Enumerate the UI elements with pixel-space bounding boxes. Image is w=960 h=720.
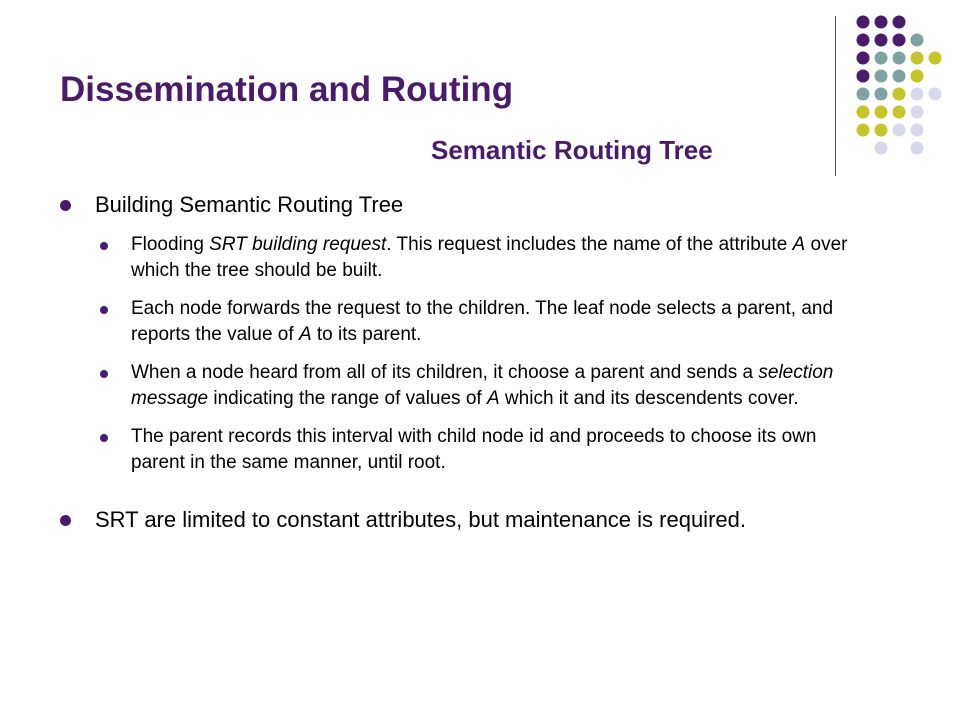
dot	[875, 142, 888, 155]
dot	[857, 106, 870, 119]
dot-row-5	[857, 88, 942, 101]
sub-bullet-dot	[100, 370, 108, 378]
bullet-text-part: to its parent.	[311, 324, 422, 345]
bullet-text-emphasis: A	[298, 324, 312, 345]
dot	[857, 34, 870, 47]
dot	[893, 16, 906, 29]
dot	[911, 142, 924, 155]
bullet-text-part: over which the tree should be built.	[131, 234, 848, 281]
slide-content	[60, 189, 860, 535]
dot	[893, 70, 906, 83]
dot	[875, 16, 888, 29]
bullet-text: SRT are limited to constant attributes, but maintenance is required.	[95, 507, 746, 532]
sub-bullet-flooding	[60, 232, 860, 284]
title-divider-line	[835, 16, 836, 176]
dot	[911, 70, 924, 83]
dot	[911, 34, 924, 47]
dot-row-2	[857, 34, 924, 47]
bullet-building-srt	[60, 189, 860, 220]
bullet-dot	[60, 515, 71, 526]
bullet-text-part: . This request includes the name of the attribute	[386, 234, 793, 255]
sub-bullet-dot	[100, 242, 108, 250]
dot	[929, 52, 942, 65]
dot	[875, 106, 888, 119]
bullet-text-part: Each node forwards the request to the children. The leaf node selects a parent, and reports the value of	[131, 298, 834, 345]
bullet-text-emphasis: SRT building request	[209, 234, 387, 255]
sub-bullet-dot	[100, 434, 108, 442]
slide-subtitle: Semantic Routing Tree	[431, 135, 713, 165]
dot	[893, 106, 906, 119]
bullet-text-emphasis: A	[486, 388, 500, 409]
dot	[857, 124, 870, 137]
dot	[893, 34, 906, 47]
dot	[875, 34, 888, 47]
bullet-text-emphasis: A	[792, 234, 806, 255]
dot-row-4	[857, 70, 924, 83]
dot	[911, 124, 924, 137]
dot	[875, 124, 888, 137]
dot-row-8	[875, 142, 924, 155]
dot	[875, 52, 888, 65]
bullet-srt-limitations	[60, 504, 860, 535]
dot	[893, 88, 906, 101]
dot	[857, 88, 870, 101]
dot	[875, 88, 888, 101]
bullet-text-part: The parent records this interval with child node id and proceeds to choose its own parent in the same manner, until root.	[131, 426, 817, 473]
dot	[857, 70, 870, 83]
sub-bullet-forwarding	[60, 296, 860, 348]
dot-row-3	[857, 52, 942, 65]
slide-title: Dissemination and Routing	[60, 70, 514, 109]
dot-row-6	[857, 106, 924, 119]
bullet-text-part: which it and its descendents cover.	[499, 388, 799, 409]
sub-bullet-dot	[100, 306, 108, 314]
dot	[929, 88, 942, 101]
bullet-text-part: indicating the range of values of	[208, 388, 487, 409]
dot	[893, 52, 906, 65]
dot	[857, 16, 870, 29]
bullet-text-part: When a node heard from all of its children, it choose a parent and sends a	[131, 362, 759, 383]
dot-row-1	[857, 16, 906, 29]
bullet-text-part: Flooding	[131, 234, 210, 255]
dot	[875, 70, 888, 83]
bullet-text: Building Semantic Routing Tree	[95, 192, 404, 217]
dot	[911, 88, 924, 101]
sub-bullet-selection-message	[60, 360, 860, 412]
dot	[911, 52, 924, 65]
bullet-dot	[60, 200, 71, 211]
dot	[857, 52, 870, 65]
dot	[911, 106, 924, 119]
sub-bullet-parent-records	[60, 424, 860, 476]
bullet-text-emphasis: selection message	[131, 362, 834, 409]
dot	[893, 124, 906, 137]
dot-row-7	[857, 124, 924, 137]
